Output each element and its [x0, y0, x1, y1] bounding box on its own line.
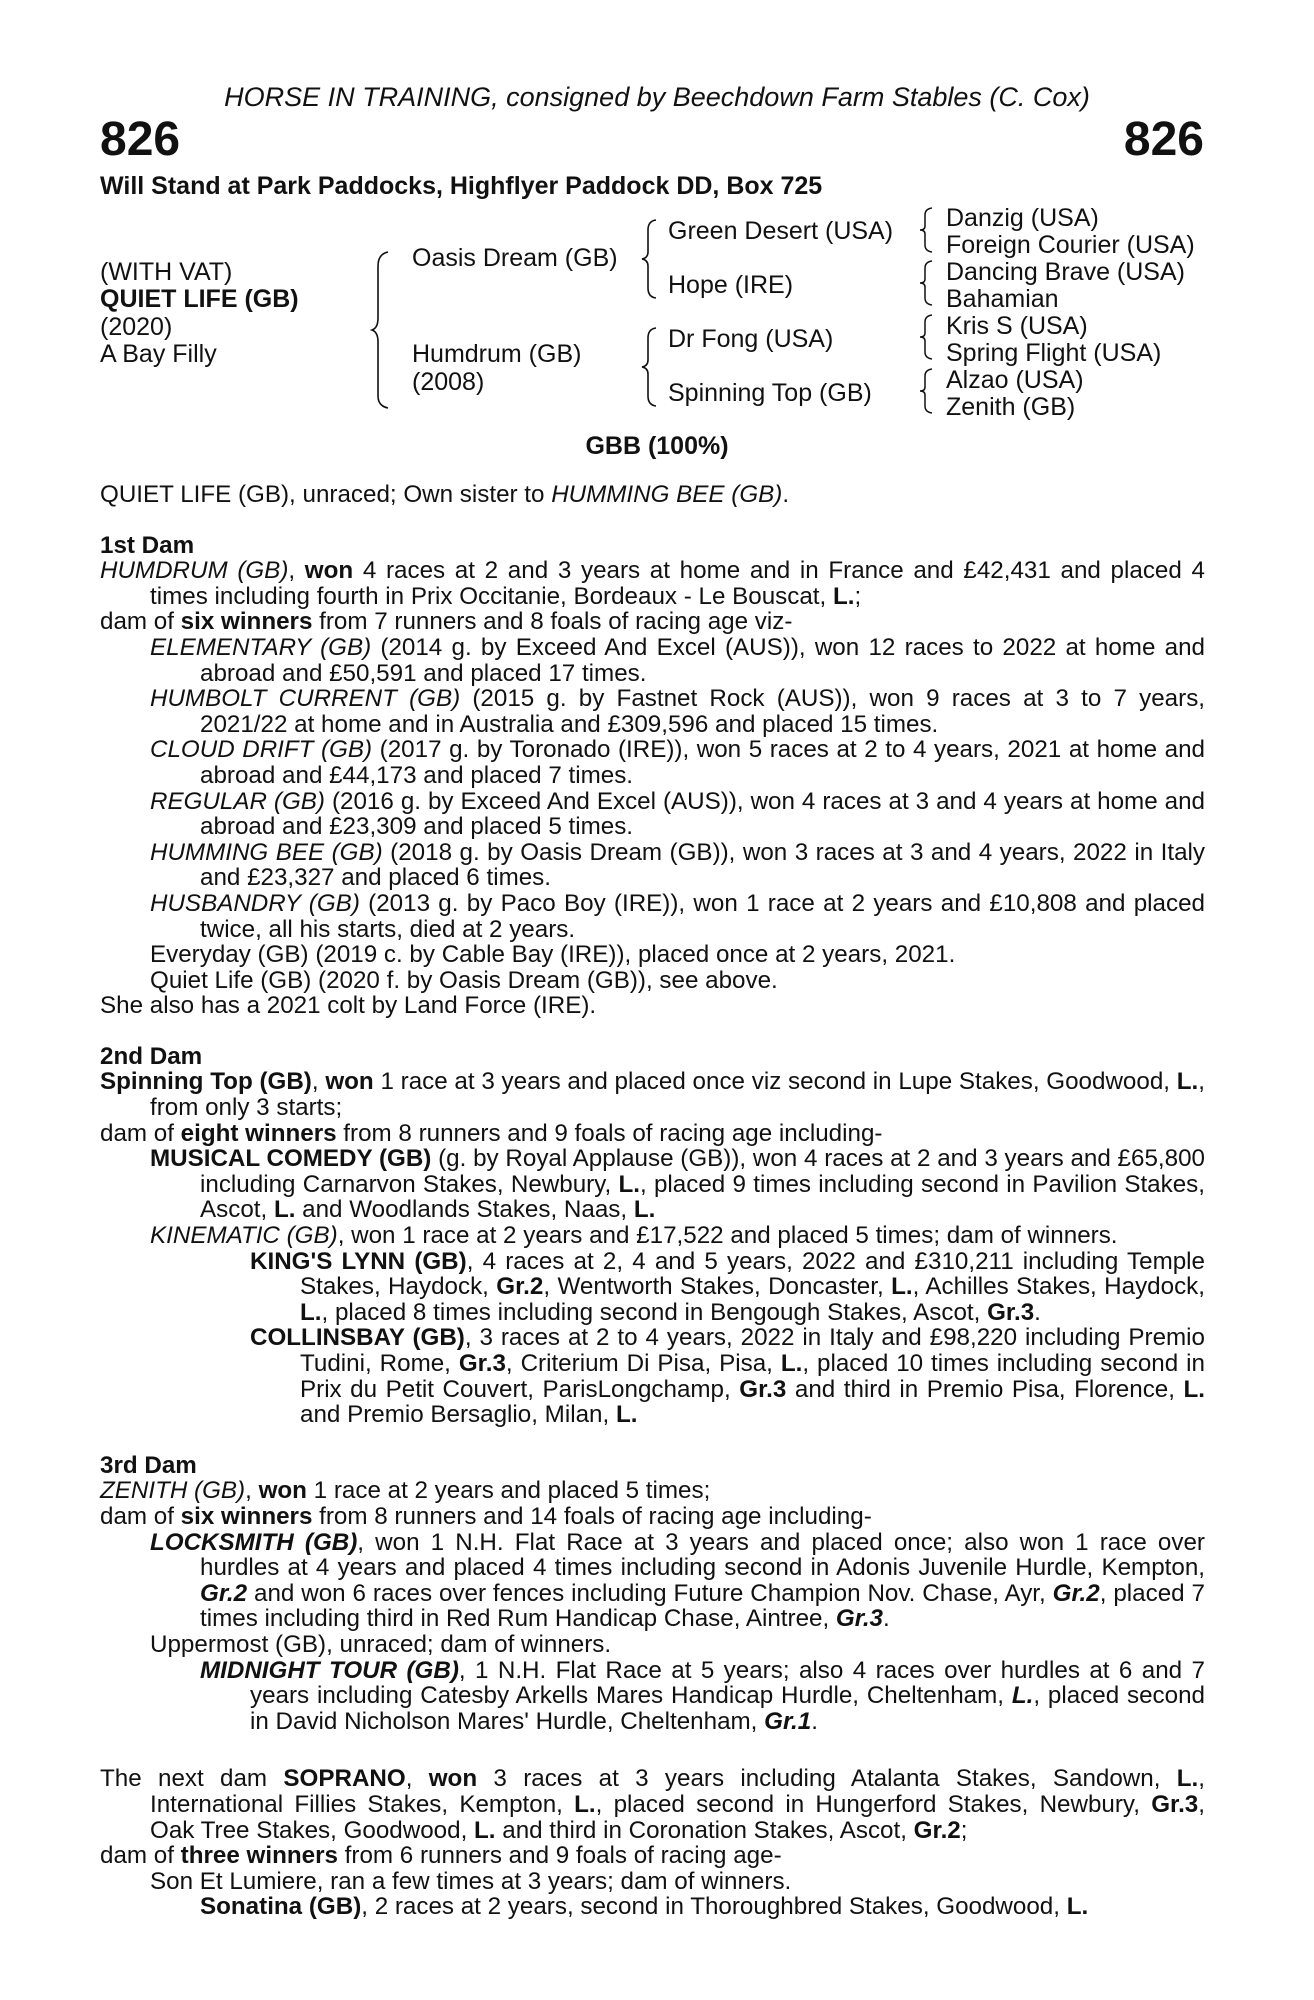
pedigree-brace-main [370, 250, 400, 410]
progeny-record: , placed second in David Nicholson Mares' Hurdle, Cheltenham, [250, 1682, 1205, 1735]
dam3-name: ZENITH (GB) [100, 1477, 246, 1505]
dam3-foals: from 8 runners and 14 foals of racing age including- [312, 1502, 872, 1530]
dam3-won: won [258, 1477, 307, 1505]
progeny-record: , placed 9 times including second in Pavilion Stakes, Ascot, [200, 1170, 1205, 1224]
pedigree-brace-sire [640, 218, 662, 300]
progeny-record: , 2 races at 2 years, second in Thoroughbred Stakes, Goodwood, [361, 1893, 1067, 1921]
pedigree-brace-g1 [918, 206, 938, 254]
dam2-progeny-kinematic [100, 1223, 1205, 1249]
progeny-record: and third in Premio Pisa, Florence, [786, 1375, 1184, 1403]
group-marker: Gr.2 [1052, 1579, 1100, 1607]
dam1-won: won [304, 557, 354, 585]
progeny-name: MUSICAL COMEDY (GB) [150, 1145, 432, 1173]
dam1-record: 4 races at 2 and 3 years at home and in France and £42,431 and placed 4 times including fourth in Prix Occitanie, Bordeaux - Le Bouscat, [150, 557, 1205, 610]
progeny-name: REGULAR (GB) [150, 787, 325, 815]
dam3-progeny-uppermost: Uppermost (GB), unraced; dam of winners. [150, 1630, 612, 1658]
next-dam-produce-intro [100, 1843, 1205, 1869]
horse-name: QUIET LIFE (GB) [100, 285, 299, 313]
dam1-end: ; [854, 582, 862, 610]
grand-ancestor-8: Zenith (GB) [946, 393, 1076, 421]
dam2-end: , from only 3 starts; [150, 1068, 1205, 1122]
group-marker: Gr.3 [458, 1350, 506, 1377]
stand-location: Will Stand at Park Paddocks, Highflyer Paddock DD, Box 725 [100, 172, 823, 200]
dam1-progeny-5 [100, 840, 1205, 891]
listed-marker: L. [300, 1298, 322, 1326]
listed-marker: L. [1066, 1893, 1089, 1921]
progeny-record: , Criterium Di Pisa, Pisa, [505, 1350, 781, 1377]
progeny-record: , won 1 race at 2 years and £17,522 and placed 5 times; dam of winners. [337, 1222, 1118, 1250]
progeny-name: MIDNIGHT TOUR (GB) [200, 1656, 459, 1684]
summary-end: . [782, 481, 790, 508]
listed-marker: L. [615, 1401, 638, 1429]
pedigree-brace-dam [640, 326, 662, 408]
progeny-name: ELEMENTARY (GB) [150, 633, 372, 661]
grandprogeny-kings-lynn [100, 1249, 1205, 1326]
dam2-summary [100, 1069, 1205, 1120]
grand-ancestor-4: Bahamian [946, 285, 1059, 313]
listed-marker: L. [474, 1816, 496, 1844]
dam1-listed: L. [832, 582, 855, 610]
dam1-progeny-4 [100, 789, 1205, 840]
progeny-name: HUSBANDRY (GB) [150, 889, 360, 917]
group-marker: Gr.1 [764, 1707, 812, 1735]
horse-year: (2020) [100, 313, 173, 341]
progeny-name: KING'S LYNN (GB) [250, 1247, 467, 1275]
listed-marker: L. [780, 1350, 803, 1377]
dam1-foals: from 7 runners and 8 foals of racing age viz- [312, 608, 793, 636]
progeny-record: (2015 g. by Fastnet Rock (AUS)), won 9 races at 3 to 7 years, 2021/22 at home and in Australia and £309,596 and placed 15 times. [200, 685, 1206, 738]
grand-ancestor-7: Alzao (USA) [946, 366, 1084, 394]
catalogue-body [100, 482, 1205, 1920]
listed-marker: L. [574, 1790, 596, 1818]
dam2-foals: from 8 runners and 9 foals of racing age including- [336, 1119, 883, 1147]
progeny-record: , Wentworth Stakes, Doncaster, [543, 1273, 892, 1301]
dam1-progeny-8: Quiet Life (GB) (2020 f. by Oasis Dream (GB)), see above. [150, 966, 778, 994]
next-dam-damof: dam of [100, 1842, 181, 1870]
grand-ancestor-1: Danzig (USA) [946, 204, 1099, 232]
progeny-name: COLLINSBAY (GB) [250, 1324, 465, 1352]
dam1-heading: 1st Dam [100, 531, 195, 559]
progeny-name: CLOUD DRIFT (GB) [150, 736, 373, 764]
group-marker: Gr.2 [496, 1273, 544, 1301]
next-dam-record: , Oak Tree Stakes, Goodwood, [150, 1790, 1205, 1844]
dam3-heading: 3rd Dam [100, 1451, 197, 1479]
dam-sire: Dr Fong (USA) [668, 325, 834, 353]
next-dam-foals: from 6 runners and 9 foals of racing age- [337, 1842, 782, 1870]
dam2-name: Spinning Top (GB) [100, 1068, 312, 1096]
vat-label: (WITH VAT) [100, 258, 233, 286]
dam2-heading: 2nd Dam [100, 1042, 203, 1070]
dam1-progeny-1 [100, 635, 1205, 686]
group-marker: Gr.3 [1151, 1790, 1199, 1818]
pedigree-brace-g3 [918, 313, 938, 361]
next-dam-record: 3 races at 3 years including Atalanta Stakes, Sandown, [477, 1765, 1177, 1793]
dam1-progeny-3 [100, 737, 1205, 788]
progeny-record: . [883, 1605, 890, 1633]
consignment-line: HORSE IN TRAINING, consigned by Beechdown Farm Stables (C. Cox) [224, 82, 1090, 112]
next-dam-sep: , [405, 1765, 429, 1793]
lot-number-right: 826 [1123, 113, 1204, 166]
horse-description: A Bay Filly [100, 340, 217, 368]
progeny-record: , 4 races at 2, 4 and 5 years, 2022 and £310,211 including Temple Stakes, Haydock, [300, 1247, 1205, 1301]
listed-marker: L. [1011, 1682, 1034, 1710]
next-dam-name: SOPRANO [283, 1765, 406, 1793]
progeny-name: LOCKSMITH (GB) [150, 1528, 358, 1556]
next-dam-won: won [428, 1765, 478, 1793]
pedigree-brace-g2 [918, 259, 938, 307]
progeny-name: HUMMING BEE (GB) [150, 838, 383, 866]
progeny-record: (2013 g. by Paco Boy (IRE)), won 1 race at 2 years and £10,808 and placed twice, all his starts, died at 2 years. [200, 889, 1205, 943]
progeny-record: (g. by Royal Applause (GB)), won 4 races at 2 and 3 years and £65,800 including Carnarvon Stakes, Newbury, [200, 1145, 1205, 1198]
dam3-progeny-locksmith [100, 1530, 1205, 1632]
grand-ancestor-3: Dancing Brave (USA) [946, 258, 1185, 286]
dam3-produce-intro [100, 1504, 1205, 1530]
dam1-note: She also has a 2021 colt by Land Force (IRE). [100, 992, 597, 1020]
grandprogeny-collinsbay [100, 1325, 1205, 1427]
progeny-record: (2016 g. by Exceed And Excel (AUS)), won 4 races at 3 and 4 years at home and abroad and £23,309 and placed 5 times. [200, 787, 1205, 841]
progeny-record: , placed 10 times including second in Prix du Petit Couvert, ParisLongchamp, [300, 1350, 1205, 1403]
dam1-progeny-6 [100, 891, 1205, 942]
group-marker: Gr.2 [200, 1579, 248, 1607]
dam1-sep: , [288, 557, 305, 585]
next-dam-summary [100, 1766, 1205, 1843]
listed-marker: L. [633, 1196, 656, 1224]
sire-sire: Green Desert (USA) [668, 217, 894, 245]
grand-ancestor-2: Foreign Courier (USA) [946, 231, 1195, 259]
dam-year: (2008) [412, 368, 485, 396]
dam2-produce-intro [100, 1121, 1205, 1147]
dam-dam: Spinning Top (GB) [668, 379, 872, 407]
summary-text: QUIET LIFE (GB), unraced; Own sister to [100, 481, 552, 508]
group-marker: Gr.3 [739, 1375, 787, 1403]
grand-ancestor-5: Kris S (USA) [946, 312, 1088, 340]
dam2-progeny-musical-comedy [100, 1146, 1205, 1223]
dam3-record: 1 race at 2 years and placed 5 times; [306, 1477, 711, 1505]
dam2-damof: dam of [100, 1119, 181, 1147]
progeny-name: Sonatina (GB) [200, 1893, 362, 1921]
next-dam-record: , placed second in Hungerford Stakes, Newbury, [595, 1790, 1152, 1818]
dam1-summary [100, 558, 1205, 609]
group-marker: Gr.3 [987, 1298, 1035, 1326]
lot-number-left: 826 [100, 113, 181, 166]
dam3-winners: six winners [180, 1502, 313, 1530]
dam1-produce-intro [100, 609, 1205, 635]
next-dam-progeny-son-et-lumiere: Son Et Lumiere, ran a few times at 3 years; dam of winners. [150, 1867, 792, 1895]
progeny-record: and Premio Bersaglio, Milan, [300, 1401, 616, 1429]
progeny-record: , placed 8 times including second in Bengough Stakes, Ascot, [321, 1298, 988, 1326]
listed-marker: L. [618, 1170, 640, 1198]
dam1-damof: dam of [100, 608, 181, 636]
progeny-record: (2014 g. by Exceed And Excel (AUS)), won 12 races to 2022 at home and abroad and £50,591 and placed 17 times. [200, 633, 1205, 687]
summary-sister: HUMMING BEE (GB) [551, 481, 783, 508]
progeny-name: KINEMATIC (GB) [150, 1222, 338, 1250]
next-dam-record: , International Fillies Stakes, Kempton, [150, 1765, 1205, 1818]
progeny-record: , Achilles Stakes, Haydock, [912, 1273, 1205, 1301]
progeny-record: , placed 7 times including third in Red Rum Handicap Chase, Aintree, [200, 1579, 1205, 1633]
next-dam-winners: three winners [180, 1842, 338, 1870]
listed-marker: L. [273, 1196, 296, 1224]
dam3-damof: dam of [100, 1502, 181, 1530]
grandprogeny-midnight-tour [100, 1658, 1205, 1735]
progeny-record: and Woodlands Stakes, Naas, [295, 1196, 634, 1224]
gbb-rating: GBB (100%) [585, 432, 729, 460]
group-marker: Gr.3 [835, 1605, 883, 1633]
dam1-progeny-2 [100, 686, 1205, 737]
dam3-sep: , [245, 1477, 259, 1505]
summary-line [100, 482, 1205, 508]
listed-marker: L. [1176, 1765, 1199, 1793]
progeny-record: . [811, 1707, 818, 1735]
grandprogeny-sonatina [100, 1894, 1205, 1920]
progeny-record: . [1034, 1298, 1041, 1326]
progeny-record: , won 1 N.H. Flat Race at 3 years and placed once; also won 1 race over hurdles at 4 years and placed 4 times including second in Adonis Juvenile Hurdle, Kempton, [200, 1528, 1205, 1582]
dam2-won: won [325, 1068, 374, 1096]
dam2-listed: L. [1176, 1068, 1199, 1096]
pedigree-brace-g4 [918, 367, 938, 415]
grand-ancestor-6: Spring Flight (USA) [946, 339, 1162, 367]
dam1-progeny-7: Everyday (GB) (2019 c. by Cable Bay (IRE)), placed once at 2 years, 2021. [150, 941, 956, 969]
dam2-winners: eight winners [180, 1119, 337, 1147]
progeny-record: (2018 g. by Oasis Dream (GB)), won 3 races at 3 and 4 years, 2022 in Italy and £23,327 and placed 6 times. [200, 838, 1205, 892]
progeny-record: , 3 races at 2 to 4 years, 2022 in Italy and £98,220 including Premio Tudini, Rome, [300, 1324, 1205, 1377]
dam-name: Humdrum (GB) [412, 340, 582, 368]
progeny-name: HUMBOLT CURRENT (GB) [150, 685, 461, 713]
progeny-record: , 1 N.H. Flat Race at 5 years; also 4 races over hurdles at 6 and 7 years including Catesby Arkells Mares Handicap Hurdle, Cheltenham, [250, 1656, 1205, 1710]
progeny-record: and won 6 races over fences including Future Champion Nov. Chase, Ayr, [247, 1579, 1053, 1607]
progeny-record: (2017 g. by Toronado (IRE)), won 5 races at 2 to 4 years, 2021 at home and abroad and £44,173 and placed 7 times. [200, 736, 1206, 789]
sire-dam: Hope (IRE) [668, 271, 794, 299]
group-marker: Gr.2 [913, 1816, 961, 1844]
dam2-sep: , [311, 1068, 326, 1096]
listed-marker: L. [891, 1273, 913, 1301]
dam1-name: HUMDRUM (GB) [100, 557, 289, 585]
dam3-summary [100, 1478, 1205, 1504]
dam1-winners: six winners [180, 608, 313, 636]
next-dam-record: ; [960, 1816, 968, 1844]
next-dam-record: and third in Coronation Stakes, Ascot, [495, 1816, 914, 1844]
sire-name: Oasis Dream (GB) [412, 244, 618, 272]
dam2-record: 1 race at 3 years and placed once viz second in Lupe Stakes, Goodwood, [373, 1068, 1177, 1096]
next-dam-intro: The next dam [100, 1765, 284, 1793]
listed-marker: L. [1183, 1375, 1205, 1403]
